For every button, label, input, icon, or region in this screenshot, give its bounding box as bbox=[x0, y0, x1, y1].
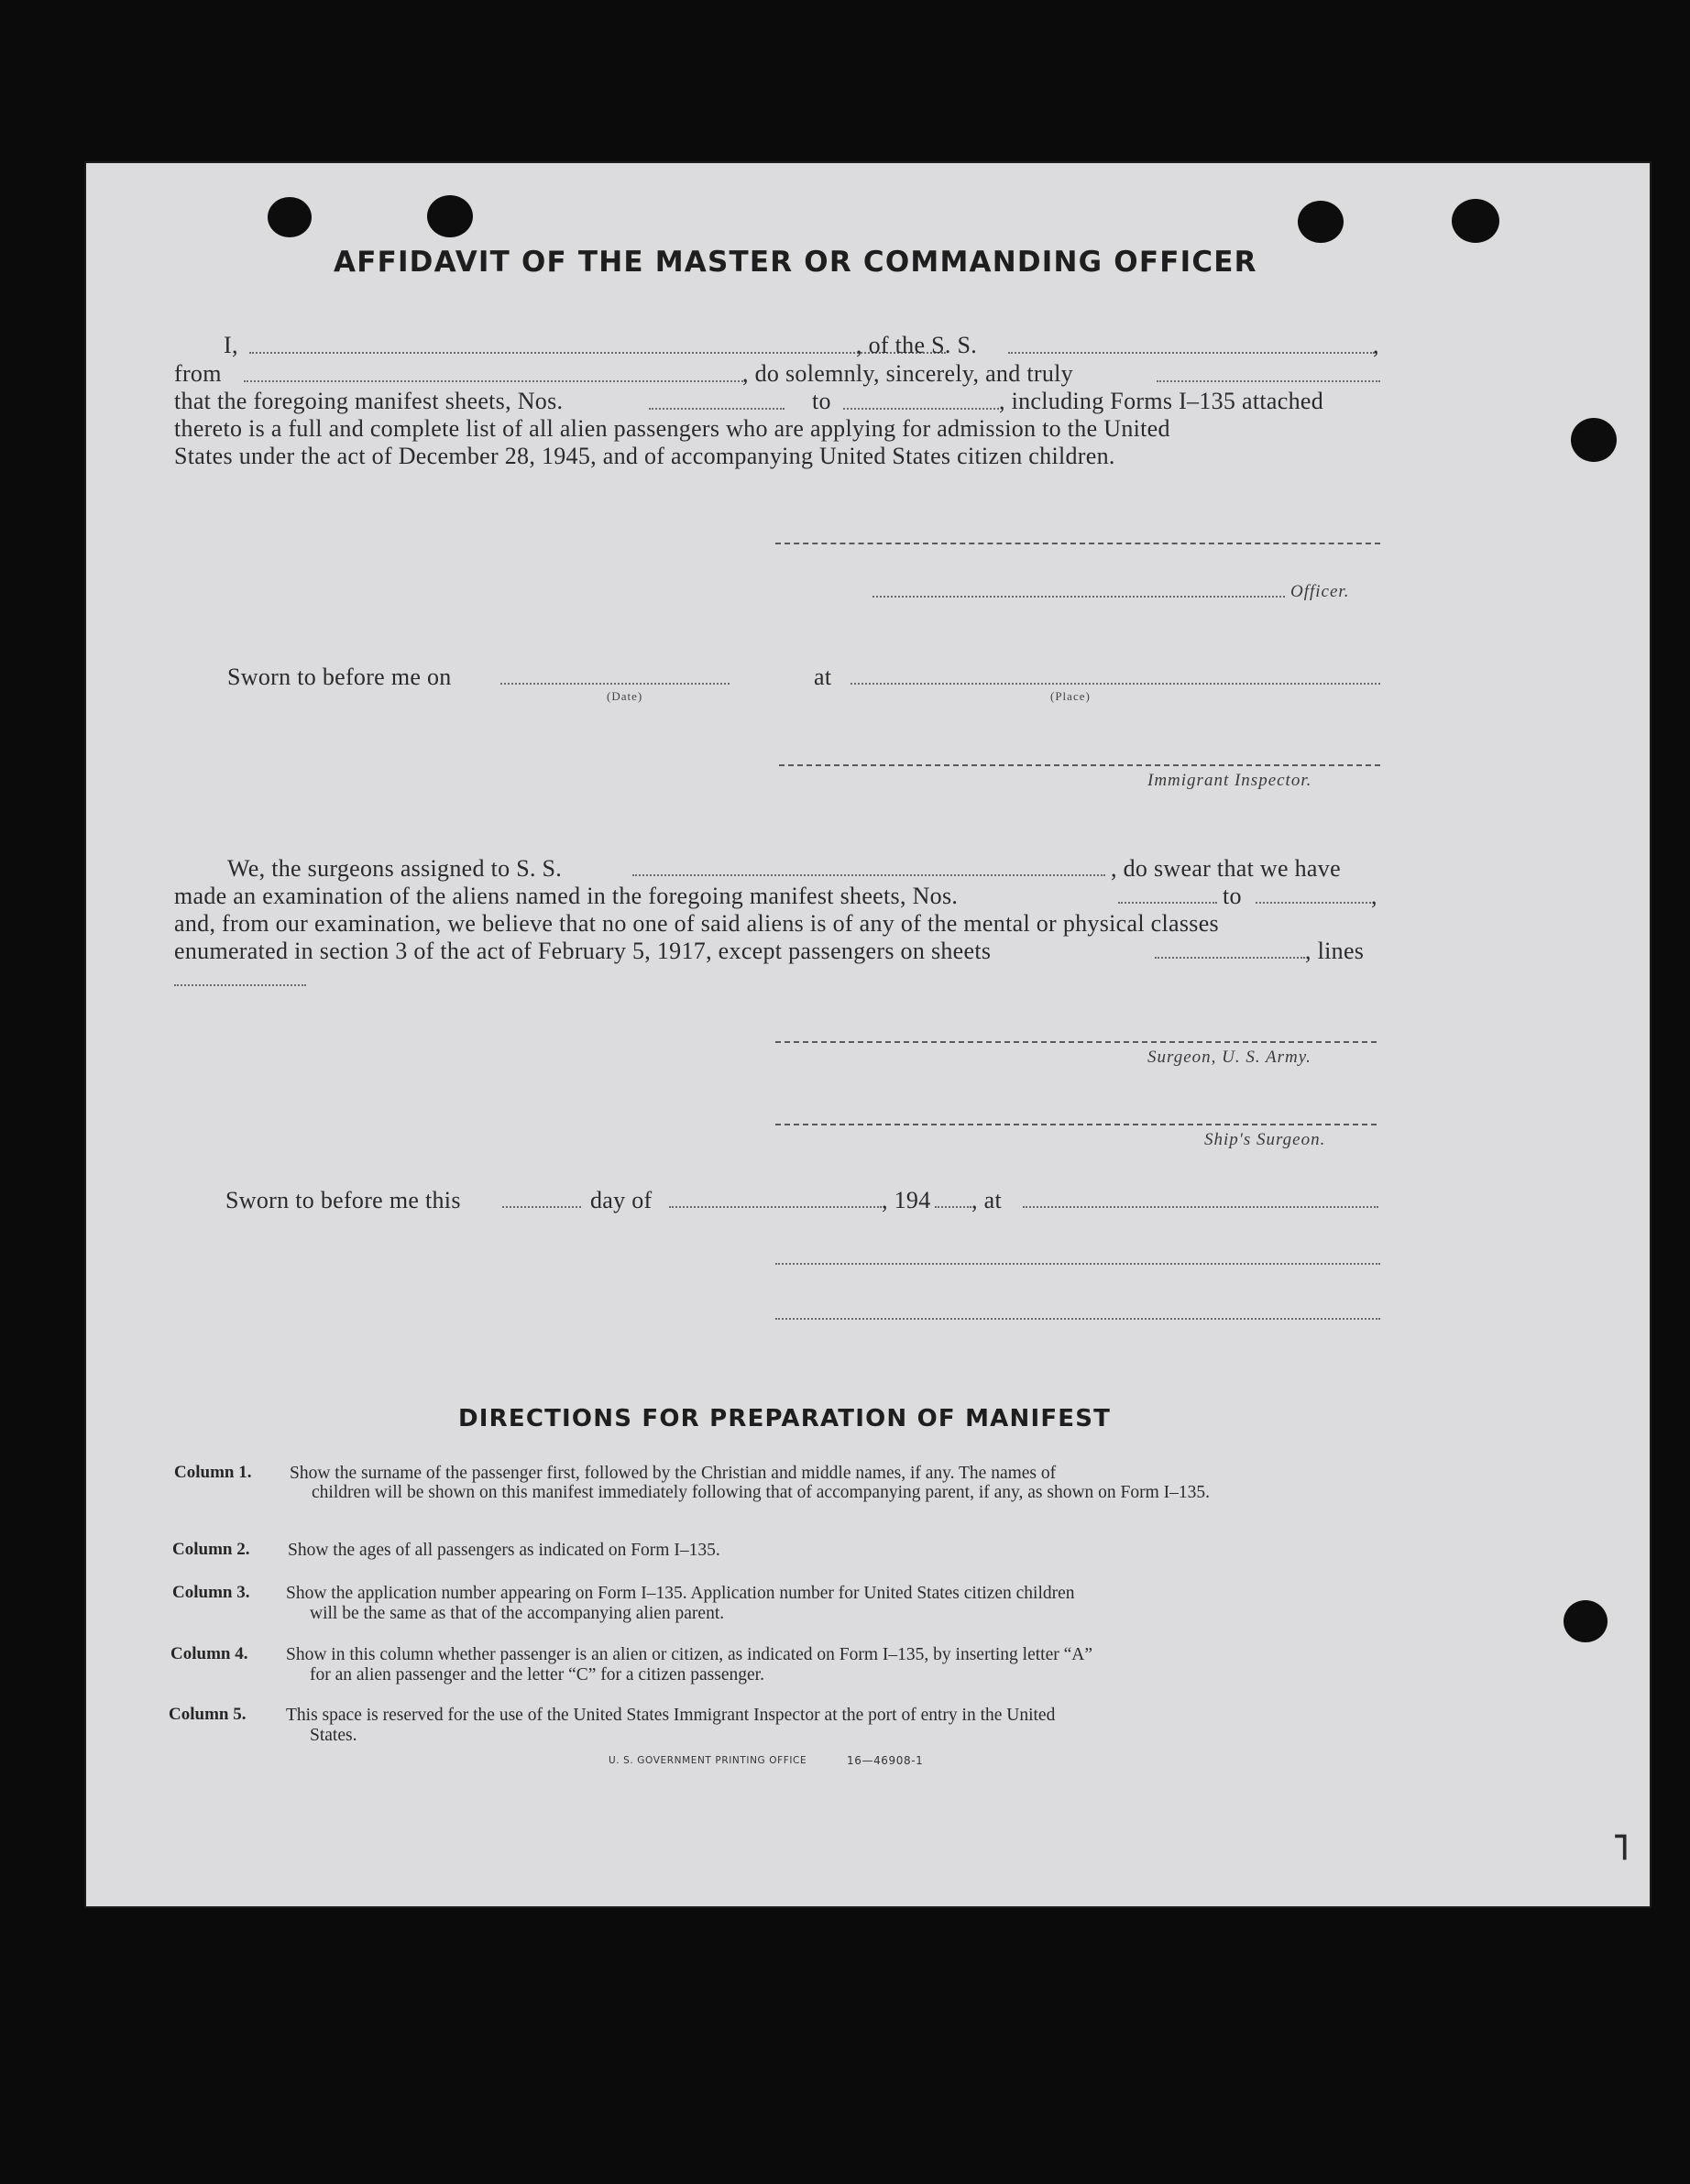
punch-hole bbox=[1298, 201, 1344, 243]
column-1-text: Show the surname of the passenger first, followed by the Christian and middle names, if any. The names of bbox=[290, 1464, 1057, 1483]
port-from-field[interactable] bbox=[244, 380, 746, 382]
sworn-at: at bbox=[814, 664, 832, 690]
officer-signature-line-2[interactable] bbox=[872, 596, 1285, 598]
ship-name-field[interactable] bbox=[1008, 352, 1375, 354]
inspector-signature-line[interactable] bbox=[779, 764, 1380, 766]
except-sheets-field[interactable] bbox=[1155, 957, 1305, 959]
affidavit-line2-start: from bbox=[174, 360, 222, 387]
surgeons-line2-start: made an examination of the aliens named in the foregoing manifest sheets, Nos. bbox=[174, 883, 959, 909]
column-2-label: Column 2. bbox=[172, 1540, 250, 1559]
surgeons-sheets-from-field[interactable] bbox=[1118, 902, 1217, 904]
punch-hole bbox=[1564, 1600, 1608, 1642]
column-1-text-cont: children will be shown on this manifest immediately following that of accompanying parent, if any, as shown on Form I–135. bbox=[312, 1483, 1211, 1502]
surgeons-line2-to: to bbox=[1223, 883, 1242, 909]
sworn-signature-line-2[interactable] bbox=[775, 1318, 1380, 1320]
officer-label: Officer. bbox=[1290, 582, 1350, 601]
surgeons-line2-end: , bbox=[1371, 883, 1377, 909]
except-lines-field[interactable] bbox=[174, 984, 306, 986]
ship-surgeon-signature-line[interactable] bbox=[775, 1124, 1377, 1125]
sworn-place2-field[interactable] bbox=[1023, 1206, 1378, 1208]
column-2-text: Show the ages of all passengers as indicated on Form I–135. bbox=[288, 1541, 720, 1560]
margin-mark: ⌐ bbox=[1598, 1830, 1646, 1864]
sworn-day-start: Sworn to before me this bbox=[225, 1187, 461, 1213]
affidavit-line1-start: I, bbox=[224, 332, 238, 358]
sworn-month-field[interactable] bbox=[669, 1206, 882, 1208]
punch-hole bbox=[1452, 199, 1499, 243]
column-5-text-cont: States. bbox=[310, 1726, 357, 1745]
affidavit-line5: States under the act of December 28, 1945, and of accompanying United States citizen children. bbox=[174, 443, 1115, 469]
ship-surgeon-label: Ship's Surgeon. bbox=[1204, 1130, 1326, 1149]
affidavit-blank[interactable] bbox=[1157, 380, 1380, 382]
sworn-year-field[interactable] bbox=[935, 1206, 971, 1208]
column-3-text: Show the application number appearing on Form I–135. Application number for United States citizen children bbox=[286, 1584, 1075, 1603]
column-1-label: Column 1. bbox=[174, 1463, 252, 1482]
master-name-field[interactable] bbox=[249, 352, 946, 354]
sworn-place-at: , at bbox=[971, 1187, 1002, 1213]
affidavit-line3-to: to bbox=[812, 388, 831, 414]
affidavit-line2-mid: , do solemnly, sincerely, and truly bbox=[742, 360, 1073, 387]
directions-title: DIRECTIONS FOR PREPARATION OF MANIFEST bbox=[458, 1405, 1112, 1432]
surgeons-line4-start: enumerated in section 3 of the act of February 5, 1917, except passengers on sheets bbox=[174, 938, 992, 964]
sworn-date-field[interactable] bbox=[500, 683, 730, 685]
affidavit-line1-mid: , of the S. S. bbox=[856, 332, 978, 358]
punch-hole bbox=[1571, 418, 1617, 462]
printer-imprint: U. S. GOVERNMENT PRINTING OFFICE bbox=[609, 1755, 807, 1766]
column-5-label: Column 5. bbox=[169, 1705, 247, 1724]
affidavit-title: AFFIDAVIT OF THE MASTER OR COMMANDING OFFICER bbox=[334, 246, 1257, 279]
column-4-label: Column 4. bbox=[170, 1644, 248, 1663]
column-4-text: Show in this column whether passenger is an alien or citizen, as indicated on Form I–135, by inserting letter “A” bbox=[286, 1645, 1092, 1664]
inspector-label: Immigrant Inspector. bbox=[1147, 771, 1312, 790]
sworn-signature-line-1[interactable] bbox=[775, 1263, 1380, 1265]
affidavit-line4: thereto is a full and complete list of all alien passengers who are applying for admission to the United bbox=[174, 415, 1170, 442]
army-surgeon-signature-line[interactable] bbox=[775, 1041, 1377, 1043]
sheets-to-field[interactable] bbox=[843, 408, 999, 410]
sworn-label: Sworn to before me on bbox=[227, 664, 452, 690]
form-code: 16—46908-1 bbox=[847, 1754, 924, 1767]
date-caption: (Date) bbox=[607, 689, 643, 703]
surgeons-line1-start: We, the surgeons assigned to S. S. bbox=[227, 855, 563, 882]
sworn-year: , 194 bbox=[882, 1187, 931, 1213]
affidavit-line3-end: , including Forms I–135 attached bbox=[999, 388, 1324, 414]
surgeons-sheets-to-field[interactable] bbox=[1256, 902, 1371, 904]
surgeons-ship-field[interactable] bbox=[632, 874, 1105, 876]
document-page bbox=[86, 163, 1650, 1906]
column-5-text: This space is reserved for the use of the United States Immigrant Inspector at the port of entry in the United bbox=[286, 1706, 1056, 1725]
surgeons-line3: and, from our examination, we believe that no one of said aliens is of any of the mental or physical classes bbox=[174, 910, 1219, 937]
sworn-day-field[interactable] bbox=[502, 1206, 581, 1208]
column-3-text-cont: will be the same as that of the accompanying alien parent. bbox=[310, 1604, 725, 1623]
column-4-text-cont: for an alien passenger and the letter “C” for a citizen passenger. bbox=[310, 1665, 764, 1685]
sworn-place-field[interactable] bbox=[850, 683, 1380, 685]
surgeons-line1-end: , do swear that we have bbox=[1111, 855, 1341, 882]
place-caption: (Place) bbox=[1050, 689, 1091, 703]
punch-hole bbox=[427, 195, 473, 237]
surgeons-line4-end: , lines bbox=[1305, 938, 1365, 964]
army-surgeon-label: Surgeon, U. S. Army. bbox=[1147, 1048, 1311, 1067]
affidavit-line1-end: , bbox=[1373, 332, 1379, 358]
sheets-from-field[interactable] bbox=[649, 408, 785, 410]
officer-signature-line-1[interactable] bbox=[775, 543, 1380, 544]
sworn-day-of: day of bbox=[590, 1187, 653, 1213]
punch-hole bbox=[268, 197, 312, 237]
column-3-label: Column 3. bbox=[172, 1583, 250, 1602]
affidavit-line3-start: that the foregoing manifest sheets, Nos. bbox=[174, 388, 564, 414]
